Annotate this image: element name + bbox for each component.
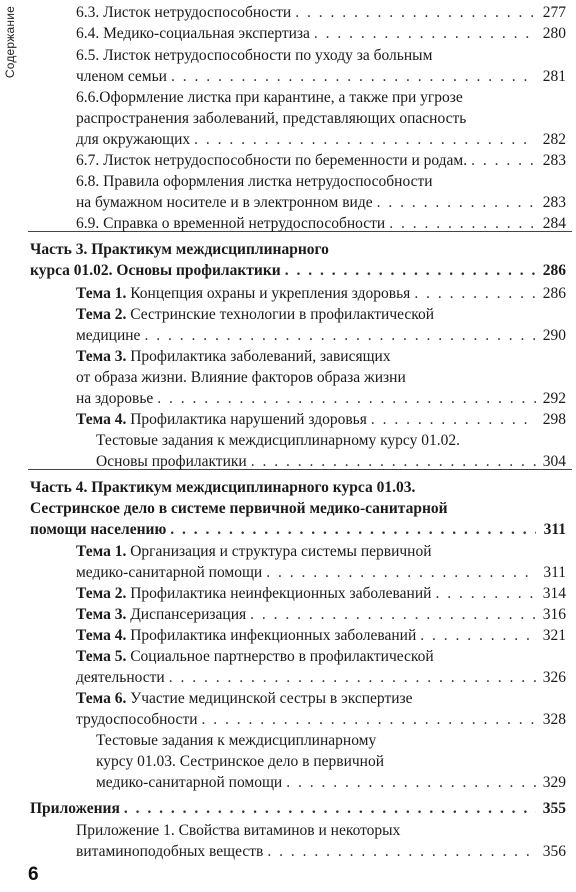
toc-theme-title: Организация и структура системы первичной bbox=[126, 543, 432, 560]
toc-entry[interactable] bbox=[76, 193, 566, 213]
toc-entry[interactable] bbox=[76, 305, 566, 325]
toc-entry[interactable] bbox=[76, 347, 566, 367]
toc-entry-title: распространения заболеваний, представляющих опасность bbox=[76, 110, 467, 127]
toc-theme-title: Участие медицинской сестры в экспертизе bbox=[126, 690, 413, 707]
toc-theme-label: Тема 6. bbox=[76, 690, 127, 707]
toc-theme-title: Профилактика неинфекционных заболеваний bbox=[126, 585, 432, 602]
toc-page-number: 290 bbox=[542, 327, 566, 344]
toc-leader-dots bbox=[471, 151, 536, 171]
toc-part-title: Сестринское дело в системе первичной медико-санитарной bbox=[30, 500, 448, 517]
toc-page-number: 283 bbox=[542, 152, 566, 169]
toc-theme-title: Профилактика заболеваний, зависящих bbox=[126, 348, 391, 365]
toc-leader-dots bbox=[389, 214, 536, 234]
toc-page-number: 355 bbox=[542, 800, 566, 817]
toc-page-number: 283 bbox=[542, 194, 566, 211]
toc-entry[interactable] bbox=[76, 24, 566, 44]
toc-page-number: 304 bbox=[542, 453, 566, 470]
toc-entry-title bbox=[76, 410, 367, 430]
toc-theme-title: Социальное партнерство в профилактической bbox=[126, 648, 434, 665]
toc-theme-label: Тема 1. bbox=[76, 543, 127, 560]
toc-entry-title: 6.5. Листок нетрудоспособности по уходу за больным bbox=[76, 47, 433, 64]
toc-leader-dots bbox=[266, 563, 536, 583]
toc-entry-title: для окружающих bbox=[76, 131, 191, 148]
toc-entry-title bbox=[76, 305, 434, 325]
toc-page-number: 328 bbox=[542, 711, 566, 728]
toc-entry-title: медицине bbox=[76, 327, 141, 344]
toc-theme-title: Профилактика нарушений здоровья bbox=[126, 411, 367, 428]
toc-entry-title: на бумажном носителе и в электронном виде bbox=[76, 194, 373, 211]
toc-entry[interactable] bbox=[76, 130, 566, 150]
toc-page-number: 321 bbox=[542, 627, 566, 644]
toc-entry[interactable] bbox=[76, 326, 566, 346]
toc-entry[interactable] bbox=[76, 584, 566, 604]
toc-entry[interactable] bbox=[30, 240, 566, 260]
toc-entry[interactable] bbox=[76, 647, 566, 667]
toc-page-number: 311 bbox=[543, 564, 566, 581]
toc-entry-title: Основы профилактики bbox=[96, 453, 247, 470]
toc-entry[interactable] bbox=[76, 368, 566, 388]
toc-entry-title bbox=[76, 605, 246, 625]
toc-entry[interactable] bbox=[76, 668, 566, 688]
toc-entry-title bbox=[76, 584, 431, 604]
toc-entry-title bbox=[76, 347, 391, 367]
toc-entry-title: 6.4. Медико-социальная экспертиза bbox=[76, 25, 310, 42]
toc-entry[interactable] bbox=[76, 214, 566, 234]
toc-leader-dots bbox=[157, 389, 536, 409]
toc-entry-title: 6.9. Справка о временной нетрудоспособности bbox=[76, 215, 386, 232]
toc-theme-label: Тема 2. bbox=[76, 585, 127, 602]
toc-entry-title: 6.6.Оформление листка при карантине, а также при угрозе bbox=[76, 89, 463, 106]
toc-entry[interactable] bbox=[30, 520, 566, 540]
toc-leader-dots bbox=[267, 842, 536, 862]
toc-page-number: 286 bbox=[542, 262, 566, 279]
toc-entry-title: от образа жизни. Влияние факторов образа жизни bbox=[76, 369, 406, 386]
toc-entry[interactable] bbox=[76, 284, 566, 304]
toc-page-number: 286 bbox=[542, 285, 566, 302]
toc-page-number: 281 bbox=[542, 68, 566, 85]
toc-theme-title: Диспансеризация bbox=[126, 606, 247, 623]
section-side-label: Содержание bbox=[3, 6, 17, 79]
toc-entry-title: медико-санитарной помощи bbox=[96, 774, 283, 791]
toc-page-number: 329 bbox=[542, 774, 566, 791]
toc-leader-dots bbox=[202, 710, 536, 730]
toc-entry-title bbox=[76, 626, 416, 646]
toc-theme-title: Профилактика инфекционных заболеваний bbox=[126, 627, 417, 644]
toc-theme-title: Концепция охраны и укрепления здоровья bbox=[126, 285, 411, 302]
toc-entry-title: курсу 01.03. Сестринское дело в первичной bbox=[96, 753, 385, 770]
toc-page-number: 326 bbox=[542, 669, 566, 686]
toc-entry-title: медико-санитарной помощи bbox=[76, 564, 263, 581]
toc-entry[interactable] bbox=[76, 821, 566, 841]
toc-part-title: Приложения bbox=[30, 800, 120, 817]
toc-theme-label: Тема 3. bbox=[76, 606, 127, 623]
toc-entry[interactable] bbox=[30, 261, 566, 281]
toc-entry-title: Тестовые задания к междисциплинарному bbox=[96, 732, 377, 749]
toc-entry-title: 6.7. Листок нетрудоспособности по беременности и родам. bbox=[76, 152, 468, 169]
toc-leader-dots bbox=[170, 520, 536, 540]
toc-entry[interactable] bbox=[76, 46, 566, 66]
toc-leader-dots bbox=[144, 326, 536, 346]
toc-entry[interactable] bbox=[76, 67, 566, 87]
toc-leader-dots bbox=[124, 799, 536, 819]
toc-entry[interactable] bbox=[96, 773, 566, 793]
toc-entry-title: трудоспособности bbox=[76, 711, 198, 728]
toc-part-title: Часть 3. Практикум междисциплинарного bbox=[30, 241, 329, 258]
toc-entry-title bbox=[76, 542, 432, 562]
toc-entry[interactable] bbox=[76, 689, 566, 709]
toc-entry[interactable] bbox=[76, 605, 566, 625]
toc-theme-label: Тема 4. bbox=[76, 627, 127, 644]
toc-leader-dots bbox=[377, 193, 536, 213]
toc-theme-label: Тема 3. bbox=[76, 348, 127, 365]
toc-page-number: 292 bbox=[542, 390, 566, 407]
toc-leader-dots bbox=[169, 668, 536, 688]
toc-entry-title: Тестовые задания к междисциплинарному курсу 01.02. bbox=[96, 432, 460, 449]
toc-entry-title: витаминоподобных веществ bbox=[76, 843, 264, 860]
toc-page-number: 311 bbox=[543, 521, 566, 538]
toc-page-number: 284 bbox=[542, 215, 566, 232]
toc-entry-title: 6.3. Листок нетрудоспособности bbox=[76, 4, 292, 21]
toc-part-title: курса 01.02. Основы профилактики bbox=[30, 262, 281, 279]
page-number: 6 bbox=[28, 864, 39, 885]
toc-page-number: 280 bbox=[542, 25, 566, 42]
toc-page-number: 277 bbox=[542, 4, 566, 21]
toc-theme-title: Сестринские технологии в профилактической bbox=[126, 306, 435, 323]
toc-entry[interactable] bbox=[76, 109, 566, 129]
toc-leader-dots bbox=[285, 261, 536, 281]
toc-entry-title bbox=[76, 647, 434, 667]
toc-theme-label: Тема 1. bbox=[76, 285, 127, 302]
toc-entry[interactable] bbox=[76, 542, 566, 562]
toc-page-number: 356 bbox=[542, 843, 566, 860]
toc-leader-dots bbox=[286, 773, 536, 793]
toc-leader-dots bbox=[295, 3, 536, 23]
toc-entry-title: членом семьи bbox=[76, 68, 167, 85]
toc-leader-dots bbox=[171, 67, 536, 87]
toc-entry[interactable] bbox=[76, 151, 566, 171]
toc-theme-label: Тема 5. bbox=[76, 648, 127, 665]
toc-entry-title: Приложение 1. Свойства витаминов и некоторых bbox=[76, 822, 401, 839]
toc-leader-dots bbox=[420, 626, 536, 646]
toc-entry[interactable] bbox=[76, 842, 566, 862]
toc-theme-label: Тема 2. bbox=[76, 306, 127, 323]
toc-entry-title bbox=[76, 284, 410, 304]
toc-entry[interactable] bbox=[30, 478, 566, 498]
toc-part-title: помощи населению bbox=[30, 521, 167, 538]
toc-entry[interactable] bbox=[76, 626, 566, 646]
toc-leader-dots bbox=[371, 410, 536, 430]
toc-part-title: Часть 4. Практикум междисциплинарного курса 01.03. bbox=[30, 479, 416, 496]
toc-leader-dots bbox=[251, 452, 536, 472]
toc-entry-title bbox=[76, 689, 413, 709]
toc-leader-dots bbox=[314, 24, 536, 44]
toc-page-number: 282 bbox=[542, 131, 566, 148]
toc-entry[interactable] bbox=[76, 410, 566, 430]
toc-entry[interactable] bbox=[30, 799, 566, 819]
toc-entry[interactable] bbox=[76, 389, 566, 409]
toc-entry[interactable] bbox=[96, 452, 566, 472]
toc-page-number: 314 bbox=[542, 585, 566, 602]
toc-page-number: 298 bbox=[542, 411, 566, 428]
toc-entry-title: 6.8. Правила оформления листка нетрудоспособности bbox=[76, 173, 433, 190]
toc-entry[interactable] bbox=[76, 88, 566, 108]
toc-entry[interactable] bbox=[76, 563, 566, 583]
toc-leader-dots bbox=[194, 130, 536, 150]
toc-theme-label: Тема 4. bbox=[76, 411, 127, 428]
toc-page-number: 316 bbox=[542, 606, 566, 623]
toc-entry[interactable] bbox=[96, 731, 566, 751]
toc-entry[interactable] bbox=[30, 499, 566, 519]
toc-entry-title: деятельности bbox=[76, 669, 165, 686]
toc-leader-dots bbox=[250, 605, 536, 625]
toc-entry[interactable] bbox=[76, 710, 566, 730]
toc-entry[interactable] bbox=[76, 3, 566, 23]
toc-leader-dots bbox=[414, 284, 536, 304]
toc-entry[interactable] bbox=[96, 431, 566, 451]
toc-entry-title: на здоровье bbox=[76, 390, 154, 407]
toc-leader-dots bbox=[435, 584, 536, 604]
toc-entry[interactable] bbox=[76, 172, 566, 192]
toc-entry[interactable] bbox=[96, 752, 566, 772]
